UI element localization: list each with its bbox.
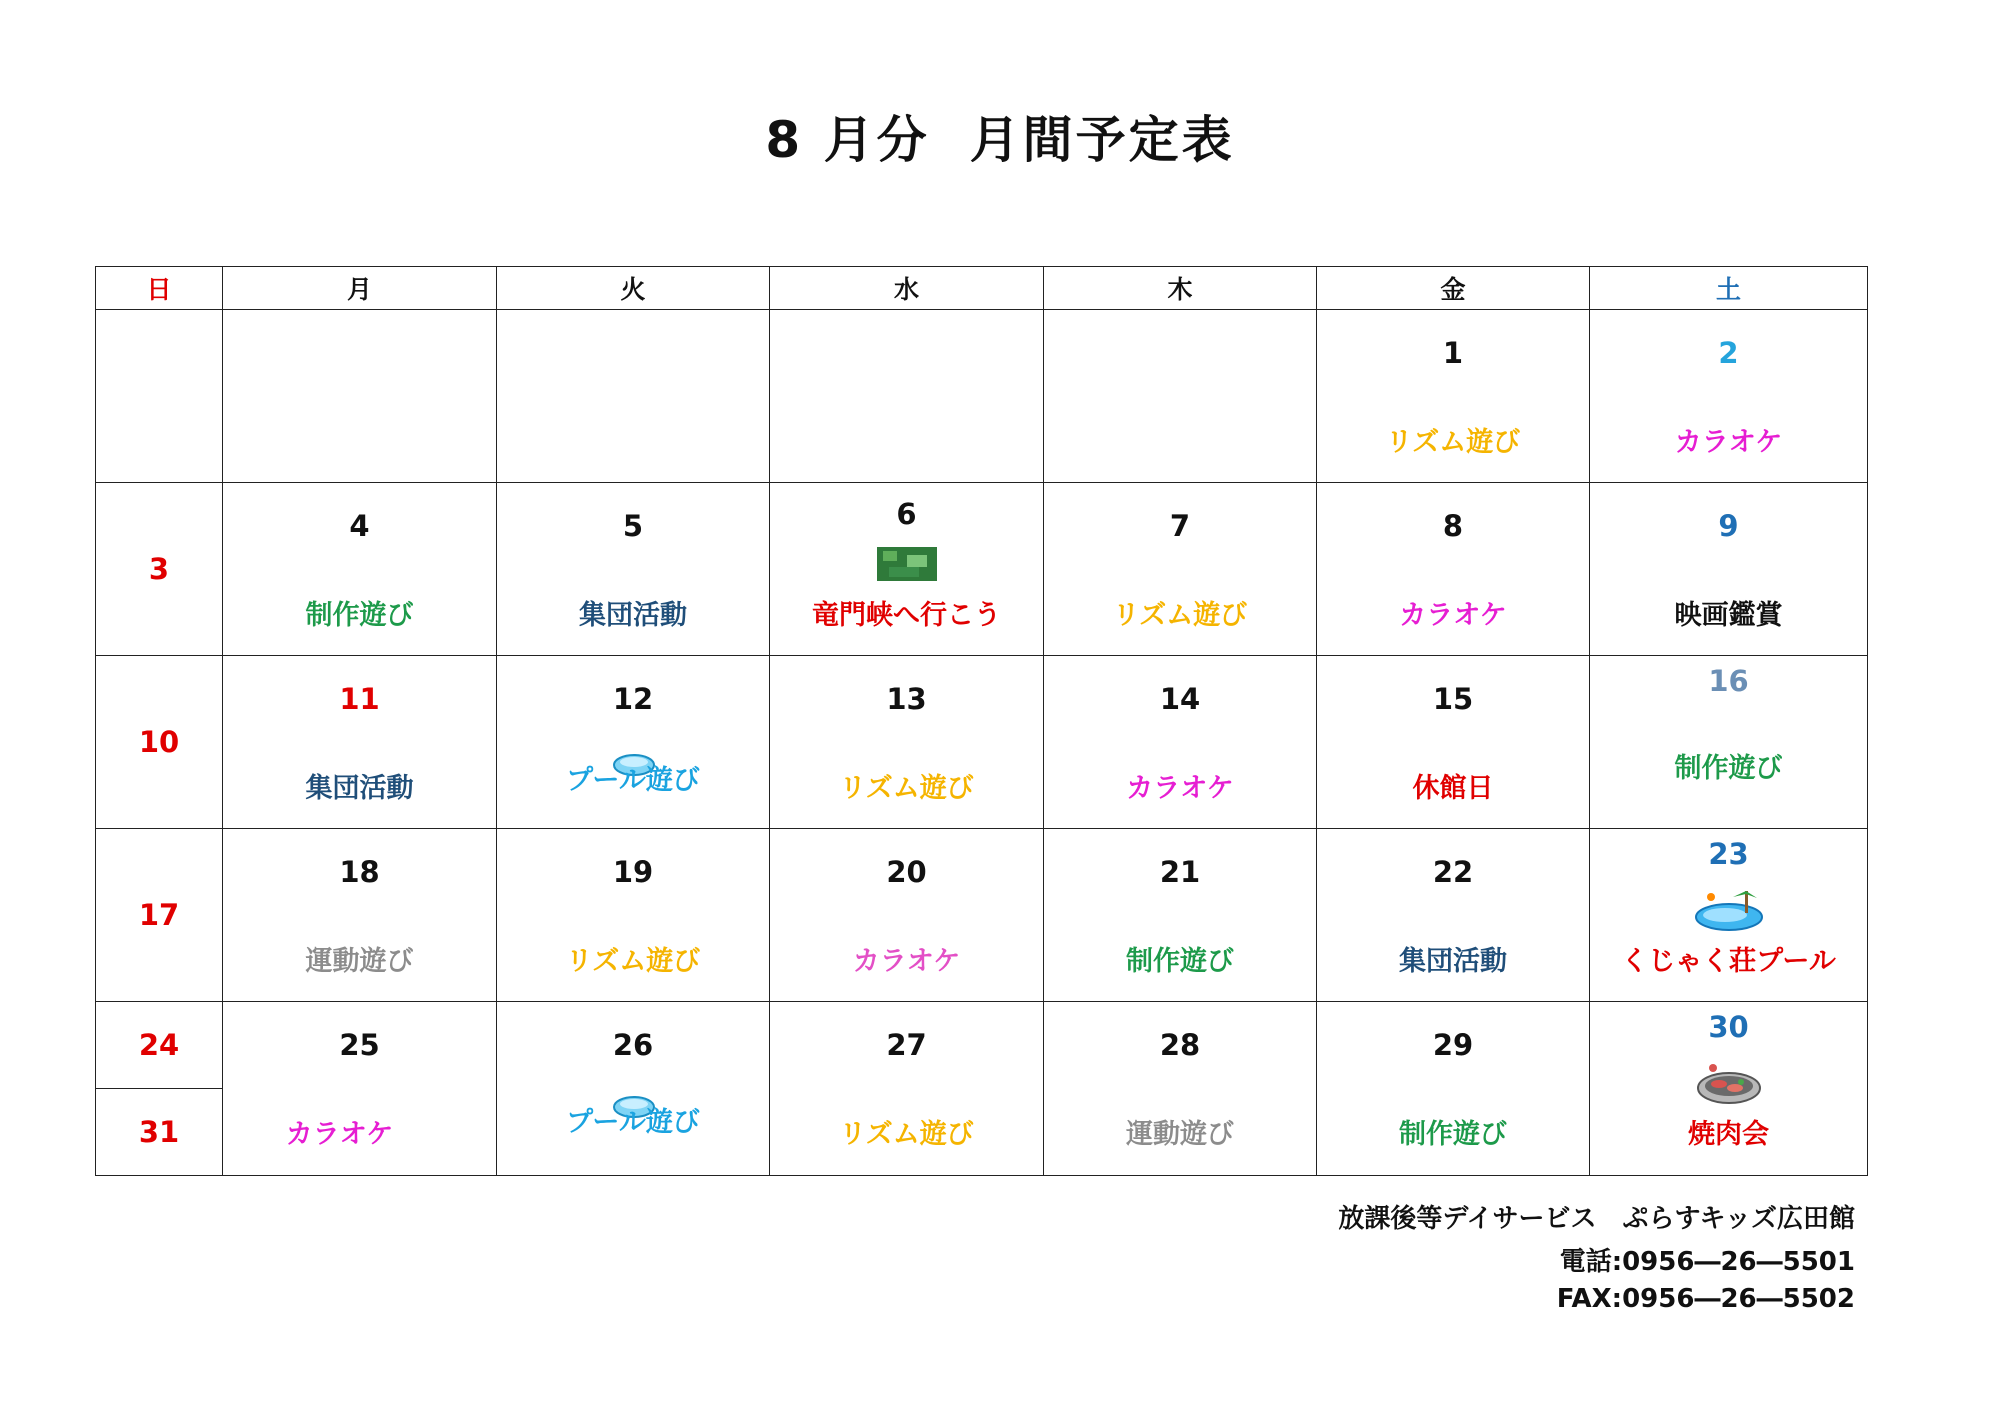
page-title: [0, 100, 2000, 172]
day-number: 22: [1432, 855, 1474, 889]
activity-label: カラオケ: [1399, 600, 1507, 631]
day-cell: [1317, 483, 1590, 656]
day-cell: [1044, 656, 1317, 829]
activity-label: カラオケ: [1674, 427, 1783, 458]
pool-resort-icon: [1693, 885, 1765, 933]
week-row-4: [96, 829, 1868, 1002]
activity-label: 集団活動: [305, 773, 414, 804]
activity-label: 竜門峡へ行こう: [812, 600, 1001, 631]
day-number: 2: [1718, 336, 1739, 370]
activity-label: プール遊び: [566, 765, 700, 796]
day-cell: [770, 1002, 1044, 1176]
day-number: 16: [1708, 664, 1749, 698]
day-cell: [1590, 656, 1868, 829]
week-row-2: [96, 483, 1868, 656]
activity-label: 制作遊び: [305, 600, 414, 631]
day-number: 1: [1442, 336, 1464, 370]
day-cell: [770, 483, 1044, 656]
activity-label: リズム遊び: [565, 946, 701, 977]
day-number: 29: [1432, 1028, 1474, 1062]
gorge-image-icon: [877, 547, 937, 581]
day-number: 30: [1708, 1010, 1749, 1044]
title-main: 月間予定表: [969, 111, 1235, 169]
phone-number: 電話:0956―26―5501: [1559, 1247, 1855, 1277]
week-row-3: [96, 656, 1868, 829]
sunday-cell: [96, 483, 223, 656]
facility-name: 放課後等デイサービス ぷらすキッズ広田館: [1338, 1204, 1855, 1234]
day-number: 14: [1159, 682, 1201, 716]
day-number: 26: [612, 1028, 654, 1062]
weekday-sunday: 日: [96, 267, 223, 310]
activity-label: カラオケ: [285, 1119, 394, 1150]
day-cell: [497, 829, 770, 1002]
day-number: 3: [148, 552, 170, 586]
day-cell: [1317, 656, 1590, 829]
day-number: 17: [138, 898, 180, 932]
day-cell: [223, 483, 497, 656]
day-cell: [1590, 1002, 1868, 1176]
fax-number: FAX:0956―26―5502: [1556, 1284, 1855, 1314]
day-cell: [1044, 483, 1317, 656]
day-cell: [497, 483, 770, 656]
day-cell-empty: [497, 310, 770, 483]
day-number: 7: [1169, 509, 1191, 543]
day-cell: [1590, 310, 1868, 483]
day-number: 19: [612, 855, 654, 889]
activity-label: 制作遊び: [1399, 1119, 1507, 1150]
day-number: 31: [138, 1115, 180, 1149]
day-cell: [497, 656, 770, 829]
activity-label: リズム遊び: [1112, 600, 1248, 631]
day-number: 28: [1159, 1028, 1201, 1062]
weekday-thursday: 木: [1044, 267, 1317, 310]
day-number: 18: [339, 855, 380, 889]
day-cell: [1044, 1002, 1317, 1176]
weekday-wednesday: 水: [770, 267, 1044, 310]
day-cell: [1590, 829, 1868, 1002]
activity-label: 制作遊び: [1126, 946, 1234, 977]
day-number: 27: [886, 1028, 927, 1062]
activity-label: くじゃく荘プール: [1621, 946, 1836, 977]
day-number: 9: [1718, 509, 1739, 543]
activity-label: 制作遊び: [1674, 753, 1783, 784]
sunday-cell: [96, 829, 223, 1002]
day-number: 25: [339, 1028, 380, 1062]
activity-label: 休館日: [1412, 773, 1494, 804]
day-cell: [223, 656, 497, 829]
day-cell: [497, 1002, 770, 1176]
day-cell: [1317, 310, 1590, 483]
day-number: 11: [339, 682, 380, 716]
day-cell: [770, 656, 1044, 829]
day-cell-empty: [223, 310, 497, 483]
day-cell: [770, 829, 1044, 1002]
activity-label: リズム遊び: [839, 1119, 974, 1150]
weekday-tuesday: 火: [497, 267, 770, 310]
week-row-5: [96, 1002, 1868, 1089]
activity-label: カラオケ: [852, 946, 961, 977]
activity-label: 集団活動: [579, 600, 687, 631]
day-number: 10: [138, 725, 180, 759]
day-cell-empty: [1044, 310, 1317, 483]
activity-label: 運動遊び: [305, 946, 414, 977]
activity-label: 映画鑑賞: [1674, 600, 1783, 631]
activity-label: カラオケ: [1126, 773, 1234, 804]
week-row-1: [96, 310, 1868, 483]
day-number: 20: [886, 855, 927, 889]
day-number: 4: [349, 509, 370, 543]
day-cell-empty: [770, 310, 1044, 483]
weekday-friday: 金: [1317, 267, 1590, 310]
title-month: 8 月分: [765, 111, 930, 169]
activity-label: 焼肉会: [1688, 1119, 1769, 1150]
day-cell: [1590, 483, 1868, 656]
day-number: 12: [612, 682, 654, 716]
day-number: 23: [1708, 837, 1749, 871]
activity-label: リズム遊び: [839, 773, 974, 804]
day-cell: [223, 829, 497, 1002]
day-number: 21: [1159, 855, 1201, 889]
day-cell: [1044, 829, 1317, 1002]
day-number: 5: [622, 509, 644, 543]
sunday-cell: [96, 310, 223, 483]
day-number: 15: [1432, 682, 1474, 716]
day-cell: [1317, 829, 1590, 1002]
bbq-grill-icon: [1695, 1058, 1763, 1106]
weekday-monday: 月: [223, 267, 497, 310]
activity-label: リズム遊び: [1385, 427, 1521, 458]
sunday-cell: [96, 1002, 223, 1089]
day-number: 6: [896, 497, 917, 531]
day-cell: [223, 1002, 497, 1176]
day-number: 24: [138, 1028, 180, 1062]
weekday-header-row: [96, 267, 1868, 310]
weekday-saturday: 土: [1590, 267, 1868, 310]
sunday-cell: [96, 656, 223, 829]
activity-label: 運動遊び: [1126, 1119, 1234, 1150]
day-number: 13: [886, 682, 927, 716]
activity-label: 集団活動: [1399, 946, 1507, 977]
day-cell: [1317, 1002, 1590, 1176]
day-number: 8: [1442, 509, 1464, 543]
calendar-table: [95, 266, 1868, 1176]
activity-label: プール遊び: [566, 1107, 700, 1138]
